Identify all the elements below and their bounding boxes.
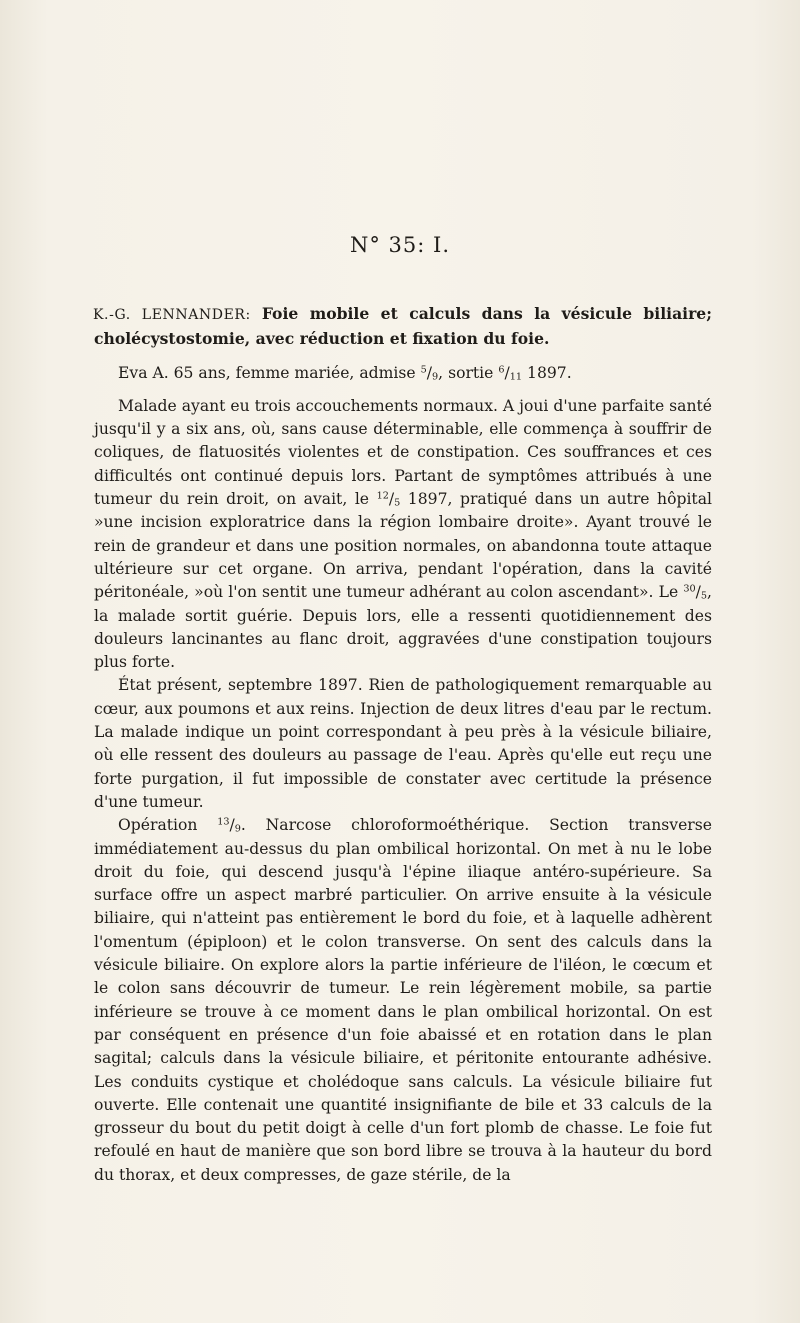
patient-info: Eva A. 65 ans, femme mariée, admise $^5/_9$, sortie $^6/_{11}$ 1897.: [118, 363, 572, 383]
exit-denominator: 11: [509, 371, 523, 383]
exit-numerator: 6: [498, 364, 505, 376]
admit-denominator: 9: [432, 371, 439, 383]
date-denominator: 5: [700, 590, 708, 602]
patient-text: , sortie: [438, 363, 499, 382]
date-numerator: 30: [683, 583, 696, 595]
paragraph-text: Opération: [118, 816, 218, 835]
paragraph-present-state: État présent, septembre 1897. Rien de pathologiquement remarquable au cœur, aux poumons et aux reins. Injection de deux litres d'eau par le rectum. La malade indique un point correspondant à peu près à la vésicule biliaire, où elle ressent des douleurs au passage de l'eau. Après qu'elle eut reçu une forte purgation, il fut impossible de constater avec certitude la présence d'une tumeur.: [94, 676, 712, 811]
paragraph-text: 1897, pratiqué dans un autre hôpital »une incision exploratrice dans la région lombaire droite». Ayant trouvé le rein de grandeur et dans une position normales, on abandonna toute attaque ultérieure sur cet organe. On arriva, pendant l'opération, dans la cavité péritonéale, »où l'on sentit une tumeur adhérant au colon ascendant». Le: [94, 490, 712, 602]
article: [94, 302, 712, 1187]
date-numerator: 12: [376, 490, 389, 502]
paragraph-text: , la malade sortit guérie. Depuis lors, elle a ressenti quotidiennement des douleurs lancinantes au flanc droit, aggravées d'une constipation toujours plus forte.: [94, 583, 712, 672]
paragraph-text: Malade ayant eu trois accouchements normaux. A joui d'une parfaite santé jusqu'il y a six ans, où, sans cause déterminable, elle commença à souffrir de coliques, de flatuosités violentes et de constipation. Ces souffrances et ces difficultés ont continué depuis lors. Partant de symptômes attribués à une tumeur du rein droit, on avait, le: [94, 396, 712, 509]
paragraph-operation: Opération $^{13}/_9$. Narcose chloroformoéthérique. Section transverse immédiatement au-dessus du plan ombilical horizontal. On met à nu le lobe droit du foie, qui descend jusqu'à l'épine iliaque antéro-supérieure. Sa surface offre un aspect marbré particulier. On arrive ensuite à la vésicule biliaire, qui n'atteint pas entièrement le bord du foie, et à laquelle adhèrent l'omentum (épiploon) et le colon transverse. On sent des calculs dans la vésicule biliaire. On explore alors la partie inférieure de l'iléon, le cœcum et le colon sans découvrir de tumeur. Le rein légèrement mobile, sa partie inférieure se trouve à ce moment dans le plan ombilical horizontal. On est par conséquent en présence d'un foie abaissé et en rotation dans le plan sagital; calculs dans la vésicule biliaire, et péritonite entourante adhésive. Les conduits cystique et cholédoque sans calculs. La vésicule biliaire fut ouverte. Elle contenait une quantité insignifiante de bile et 33 calculs de la grosseur du bout du petit doigt à celle d'un fort plomb de chasse. Le foie fut refoulé en haut de manière que son bord libre se trouva à la hauteur du bord du thorax, et deux compresses, de gaze stérile, de la: [94, 816, 712, 1184]
author: K.-G. LENNANDER:: [93, 307, 251, 323]
patient-text: Eva A. 65 ans, femme mariée, admise: [118, 363, 421, 382]
patient-text: 1897.: [522, 363, 572, 382]
paragraph-text: . Narcose chloroformoéthérique. Section transverse immédiatement au-dessus du plan ombilical horizontal. On met à nu le lobe droit du foie, qui descend jusqu'à l'épine iliaque antéro-supérieure. Sa surface offre un aspect marbré particulier. On arrive ensuite à la vésicule biliaire, qui n'atteint pas entièrement le bord du foie, et à laquelle adhèrent l'omentum (épiploon) et le colon transverse. On sent des calculs dans la vésicule biliaire. On explore alors la partie inférieure de l'iléon, le cœcum et le colon sans découvrir de tumeur. Le rein légèrement mobile, sa partie inférieure se trouve à ce moment dans le plan ombilical horizontal. On est par conséquent en présence d'un foie abaissé et en rotation dans le plan sagital; calculs dans la vésicule biliaire, et péritonite entourante adhésive. Les conduits cystique et cholédoque sans calculs. La vésicule biliaire fut ouverte. Elle contenait une quantité insignifiante de bile et 33 calculs de la grosseur du bout du petit doigt à celle d'un fort plomb de chasse. Le foie fut refoulé en haut de manière que son bord libre se trouva à la hauteur du bord du thorax, et deux compresses, de gaze stérile, de la: [94, 816, 712, 1184]
date-numerator: 13: [217, 816, 230, 828]
article-header: [94, 302, 712, 352]
date-denominator: 5: [394, 497, 401, 509]
admit-numerator: 5: [420, 364, 427, 376]
document-number: N° 35: I.: [350, 233, 450, 257]
paragraph-history: Malade ayant eu trois accouchements normaux. A joui d'une parfaite santé jusqu'il y a six ans, où, sans cause déterminable, elle commença à souffrir de coliques, de flatuosités violentes et de constipation. Ces souffrances et ces difficultés ont continué depuis lors. Partant de symptômes attribués à une tumeur du rein droit, on avait, le $^{12}/_5$ 1897, pratiqué dans un autre hôpital »une incision exploratrice dans la région lombaire droite». Ayant trouvé le rein de grandeur et dans une position normales, on abandonna toute attaque ultérieure sur cet organe. On arriva, pendant l'opération, dans la cavité péritonéale, »où l'on sentit une tumeur adhérant au colon ascendant». Le $^{30}/_5$, la malade sortit guérie. Depuis lors, elle a ressenti quotidiennement des douleurs lancinantes au flanc droit, aggravées d'une constipation toujours plus forte.: [94, 396, 712, 672]
date-denominator: 9: [234, 823, 241, 835]
article-title: Foie mobile et calculs dans la vésicule biliaire; cholécystostomie, avec réduction et fixation du foie.: [94, 304, 712, 349]
